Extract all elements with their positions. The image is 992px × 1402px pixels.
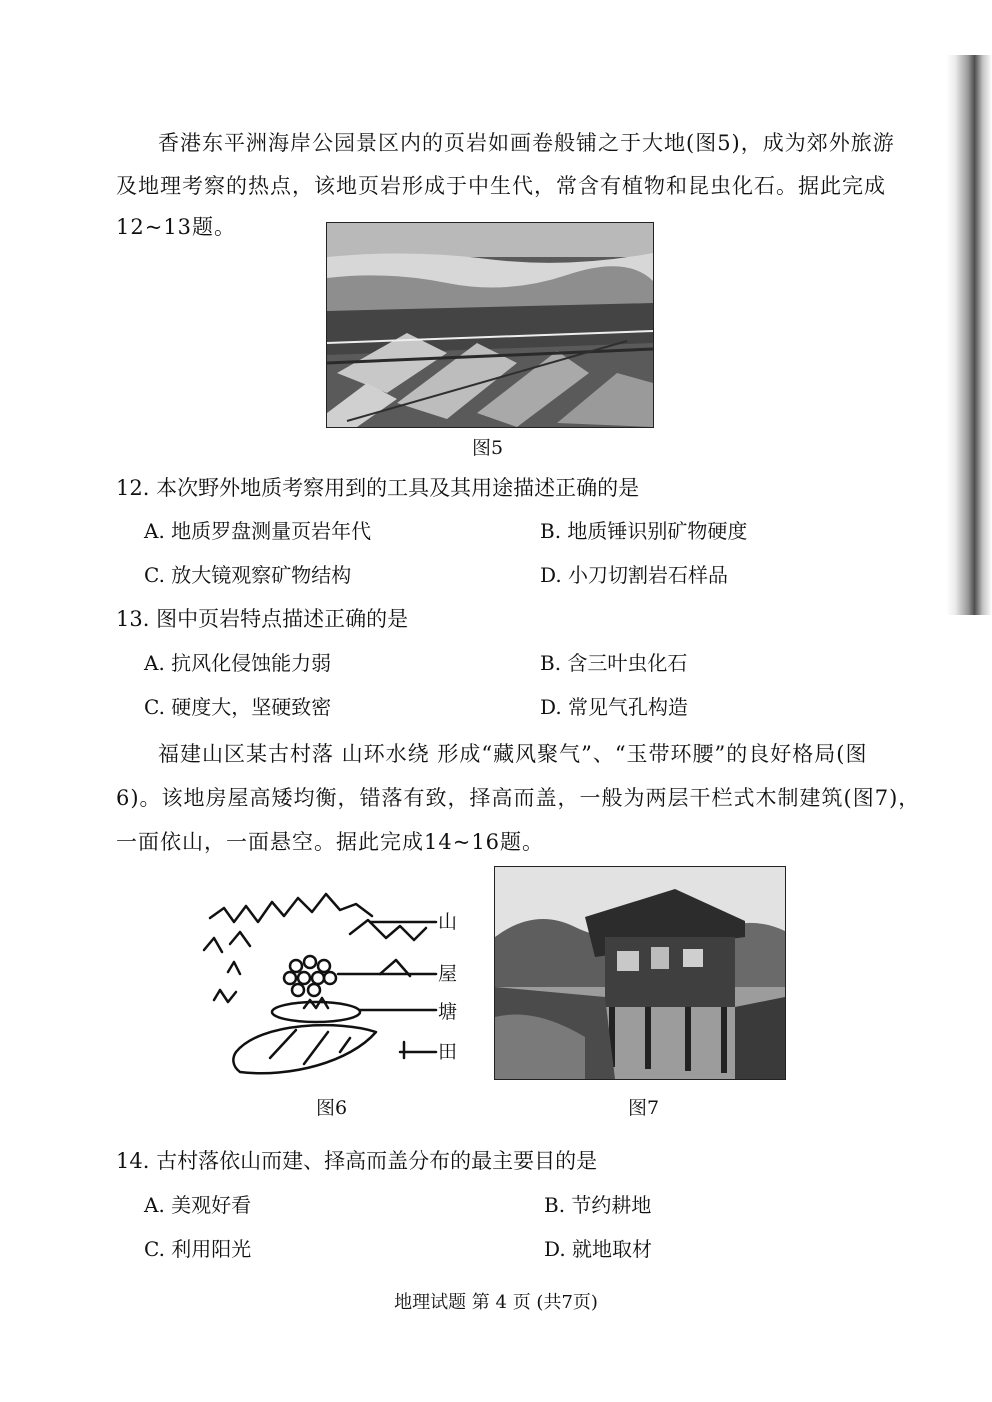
shale-landscape-image <box>327 223 653 427</box>
stilt-house-image <box>495 867 785 1079</box>
pond-shape <box>272 1002 360 1022</box>
figure-5-caption: 图5 <box>472 437 504 459</box>
question-12-stem: 12. 本次野外地质考察用到的工具及其用途描述正确的是 <box>116 476 640 500</box>
field-shape <box>233 1025 376 1073</box>
question-14-option-d[interactable]: D. 就地取材 <box>544 1237 653 1261</box>
question-14-option-c[interactable]: C. 利用阳光 <box>144 1237 252 1261</box>
tree-sketch-left <box>230 932 250 946</box>
question-14-option-a[interactable]: A. 美观好看 <box>144 1193 252 1217</box>
question-13-stem: 13. 图中页岩特点描述正确的是 <box>116 607 409 631</box>
question-12-option-a[interactable]: A. 地质罗盘测量页岩年代 <box>144 519 372 543</box>
intro2-line1: 福建山区某古村落 山环水绕 形成“藏风聚气”、“玉带环腰”的良好格局(图 <box>158 742 868 766</box>
fig6-label-mountain: 山 <box>438 911 458 933</box>
intro1-line1: 香港东平洲海岸公园景区内的页岩如画卷般铺之于大地(图5)，成为郊外旅游 <box>158 131 895 155</box>
fig6-label-pond: 塘 <box>438 1001 458 1023</box>
question-13-option-c[interactable]: C. 硬度大，坚硬致密 <box>144 695 332 719</box>
village-sketch <box>200 882 470 1092</box>
intro2-line2: 6)。该地房屋高矮均衡，错落有致，择高而盖，一般为两层干栏式木制建筑(图7)， <box>116 786 921 810</box>
figure-7-caption: 图7 <box>628 1097 660 1119</box>
mountain-ridge-1 <box>210 894 372 922</box>
figure-6-village-layout-diagram <box>200 882 470 1092</box>
fig6-label-field: 田 <box>438 1041 458 1063</box>
question-12-option-b[interactable]: B. 地质锤识别矿物硬度 <box>540 519 748 543</box>
question-12-option-c[interactable]: C. 放大镜观察矿物结构 <box>144 563 352 587</box>
figure-5-shale-photo <box>326 222 654 428</box>
scan-binding-edge <box>946 55 992 615</box>
question-14-stem: 14. 古村落依山而建、择高而盖分布的最主要目的是 <box>116 1149 598 1173</box>
intro1-line3: 12~13题。 <box>116 215 237 239</box>
figure-6-caption: 图6 <box>316 1097 348 1119</box>
page-footer: 地理试题 第 4 页 (共7页) <box>394 1292 598 1313</box>
intro1-line2: 及地理考察的热点，该地页岩形成于中生代，常含有植物和昆虫化石。据此完成 <box>116 174 886 198</box>
question-13-option-b[interactable]: B. 含三叶虫化石 <box>540 651 688 675</box>
question-13-option-a[interactable]: A. 抗风化侵蚀能力弱 <box>144 651 332 675</box>
figure-7-stilt-house-photo <box>494 866 786 1080</box>
intro2-line3: 一面依山，一面悬空。据此完成14~16题。 <box>116 830 545 854</box>
question-14-option-b[interactable]: B. 节约耕地 <box>544 1193 652 1217</box>
question-12-option-d[interactable]: D. 小刀切割岩石样品 <box>540 563 729 587</box>
fig6-label-house: 屋 <box>438 963 458 985</box>
question-13-option-d[interactable]: D. 常见气孔构造 <box>540 695 689 719</box>
